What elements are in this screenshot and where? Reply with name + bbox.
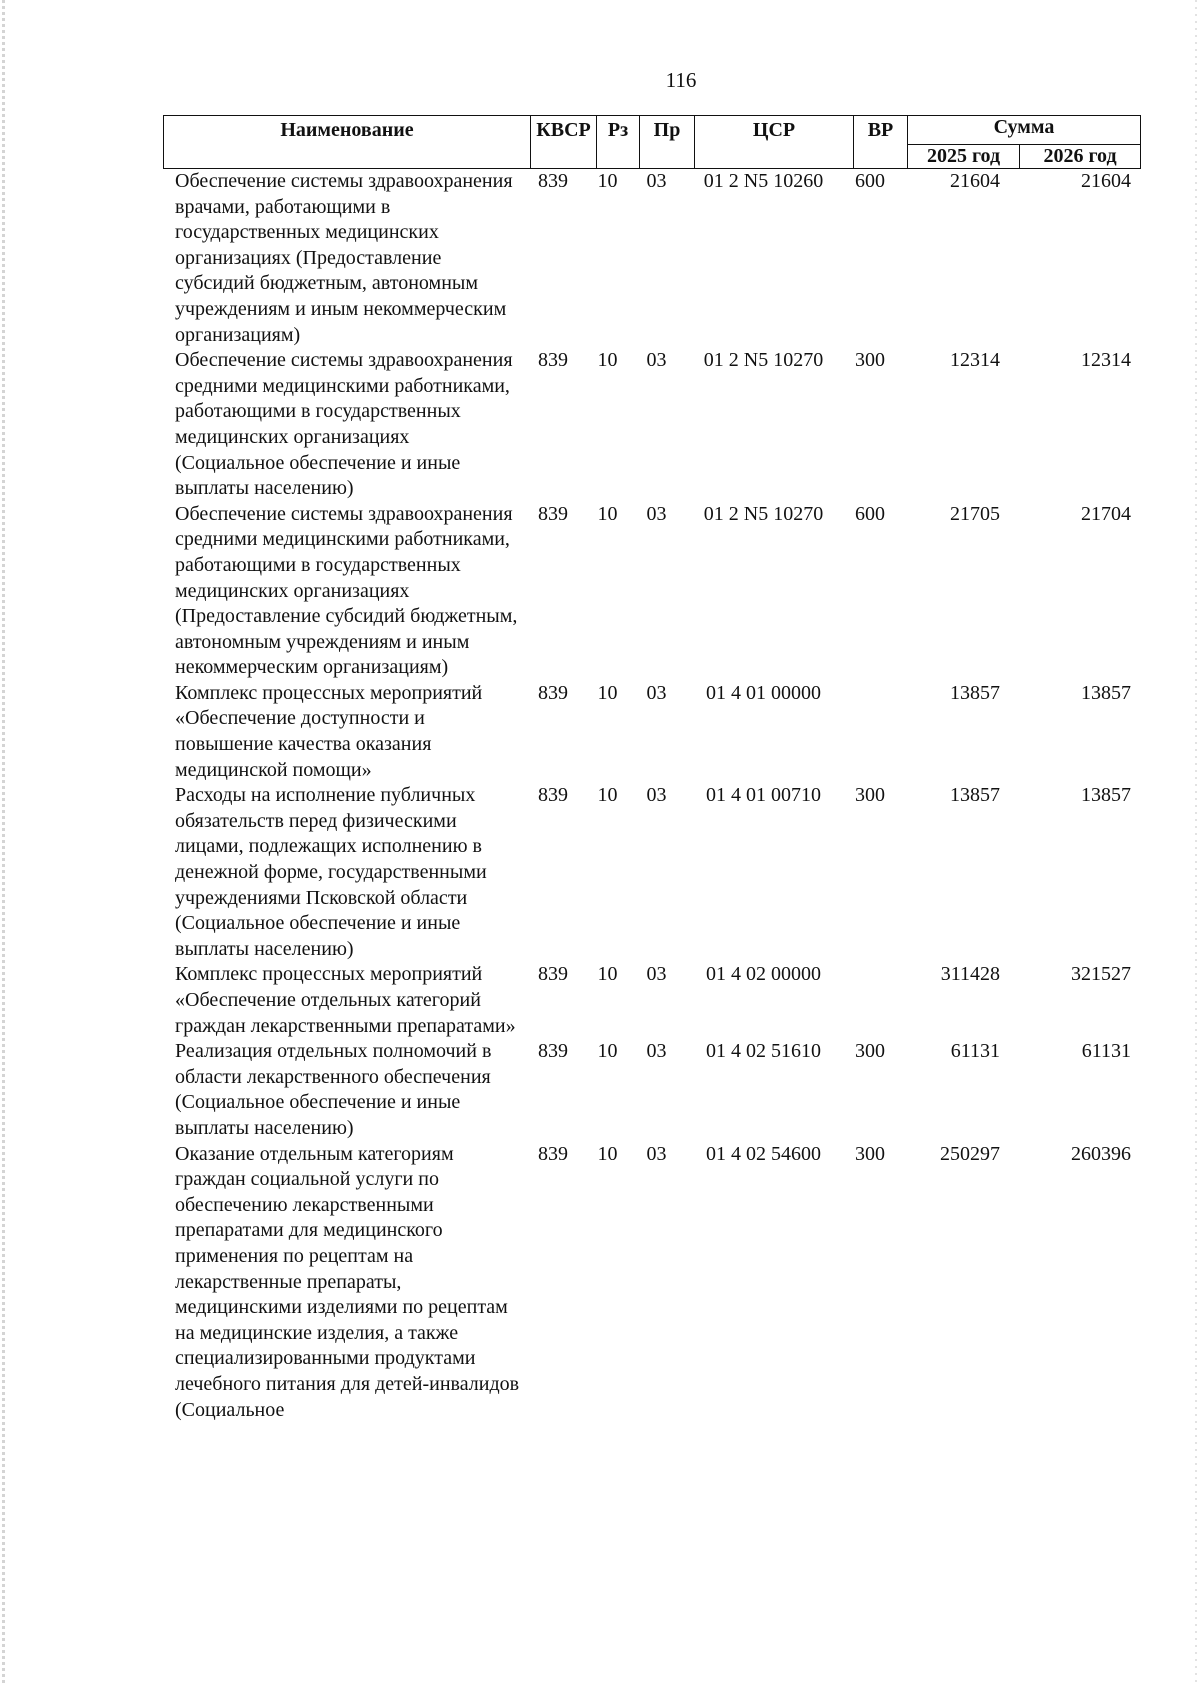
table-row (163, 962, 1140, 1039)
row-rz: 10 (597, 963, 618, 986)
table-row (163, 1039, 1140, 1141)
row-sum-2026: 12314 (1081, 349, 1131, 372)
row-sum-2025: 21705 (950, 502, 1000, 525)
row-rz: 10 (597, 784, 618, 807)
row-sum-2025: 12314 (950, 349, 1000, 372)
row-name: Оказание отдельным категориям граждан социальной услуги по обеспечению лекарственными препаратами для медицинского применения по рецептам на лекарственные препараты, медицинскими изделиями по рецептам на медицинские изделия, а также специализированными продуктами лечебного питания для детей-инвалидов (Социальное (175, 1142, 520, 1421)
scan-edge-left (2, 0, 5, 1686)
header-csr: ЦСР (695, 116, 854, 169)
row-name: Реализация отдельных полномочий в области лекарственного обеспечения (Социальное обеспечение и иные выплаты населению) (175, 1040, 492, 1139)
row-csr: 01 4 01 00710 (706, 784, 821, 807)
row-name: Обеспечение системы здравоохранения врачами, работающими в государственных медицинских организациях (Предоставление субсидий бюджетным, автономным учреждениям и иным некоммерческим организациям) (175, 170, 513, 346)
header-kvsr: КВСР (531, 116, 597, 169)
row-rz: 10 (597, 1142, 618, 1165)
row-name: Обеспечение системы здравоохранения средними медицинскими работниками, работающими в государственных медицинских организациях (Социальное обеспечение и иные выплаты населению) (175, 349, 513, 500)
row-csr: 01 4 02 00000 (706, 963, 821, 986)
row-csr: 01 2 N5 10270 (703, 349, 824, 372)
table-body (163, 169, 1140, 1423)
row-sum-2025: 13857 (950, 784, 1000, 807)
row-pr: 03 (646, 963, 667, 986)
row-csr: 01 4 02 54600 (706, 1142, 821, 1165)
row-csr: 01 4 02 51610 (706, 1040, 821, 1063)
row-sum-2026: 260396 (1071, 1142, 1131, 1165)
row-rz: 10 (597, 681, 618, 704)
row-vr: 600 (855, 502, 885, 525)
table-row (163, 681, 1140, 783)
table-row (163, 348, 1140, 502)
page-number: 116 (665, 68, 697, 92)
table-row (163, 1142, 1140, 1424)
row-kvsr: 839 (538, 349, 568, 372)
row-pr: 03 (646, 170, 667, 192)
row-vr: 300 (855, 349, 885, 372)
row-name: Комплекс процессных мероприятий «Обеспечение доступности и повышение качества оказания медицинской помощи» (175, 681, 483, 781)
header-name: Наименование (164, 116, 531, 169)
row-pr: 03 (646, 784, 667, 807)
row-kvsr: 839 (538, 170, 568, 192)
table-row (163, 783, 1140, 962)
row-kvsr: 839 (538, 681, 568, 704)
scan-edge-right (1195, 0, 1197, 1686)
header-pr: Пр (640, 116, 695, 169)
row-rz: 10 (597, 170, 618, 192)
row-vr: 300 (855, 784, 885, 807)
row-sum-2026: 21704 (1081, 502, 1131, 525)
header-year-2026: 2026 год (1020, 145, 1141, 169)
row-rz: 10 (597, 349, 618, 372)
row-rz: 10 (597, 1040, 618, 1063)
row-csr: 01 2 N5 10270 (703, 502, 824, 525)
row-pr: 03 (646, 502, 667, 525)
row-pr: 03 (646, 1142, 667, 1165)
row-sum-2025: 21604 (950, 170, 1000, 192)
row-kvsr: 839 (538, 1040, 568, 1063)
row-sum-2026: 61131 (1081, 1040, 1131, 1063)
header-year-2025: 2025 год (908, 145, 1020, 169)
row-sum-2025: 250297 (940, 1142, 1000, 1165)
row-vr: 300 (855, 1142, 885, 1165)
row-csr: 01 2 N5 10260 (703, 170, 824, 192)
row-pr: 03 (646, 681, 667, 704)
table-row (163, 502, 1140, 681)
row-sum-2025: 311428 (940, 963, 1000, 986)
row-sum-2026: 13857 (1081, 681, 1131, 704)
header-vr: ВР (854, 116, 908, 169)
row-kvsr: 839 (538, 502, 568, 525)
row-sum-2026: 13857 (1081, 784, 1131, 807)
row-sum-2026: 321527 (1071, 963, 1131, 986)
row-rz: 10 (597, 502, 618, 525)
row-sum-2026: 21604 (1081, 170, 1131, 192)
table-header (163, 115, 1141, 169)
row-vr: 300 (855, 1040, 885, 1063)
row-sum-2025: 13857 (950, 681, 1000, 704)
row-kvsr: 839 (538, 1142, 568, 1165)
row-vr: 600 (855, 170, 885, 192)
row-csr: 01 4 01 00000 (706, 681, 821, 704)
row-kvsr: 839 (538, 784, 568, 807)
row-kvsr: 839 (538, 963, 568, 986)
table-row (163, 169, 1140, 348)
row-name: Расходы на исполнение публичных обязательств перед физическими лицами, подлежащих исполнению в денежной форме, государственными учреждениями Псковской области (Социальное обеспечение и иные выплаты населению) (175, 784, 487, 960)
row-pr: 03 (646, 349, 667, 372)
row-name: Обеспечение системы здравоохранения средними медицинскими работниками, работающими в государственных медицинских организациях (Предоставление субсидий бюджетным, автономным учреждениям и иным некоммерческим организациям) (175, 502, 518, 679)
row-name: Комплекс процессных мероприятий «Обеспечение отдельных категорий граждан лекарственными препаратами» (175, 963, 516, 1037)
row-sum-2025: 61131 (950, 1040, 1000, 1063)
header-rz: Рз (597, 116, 640, 169)
row-pr: 03 (646, 1040, 667, 1063)
header-sum: Сумма (908, 116, 1141, 145)
